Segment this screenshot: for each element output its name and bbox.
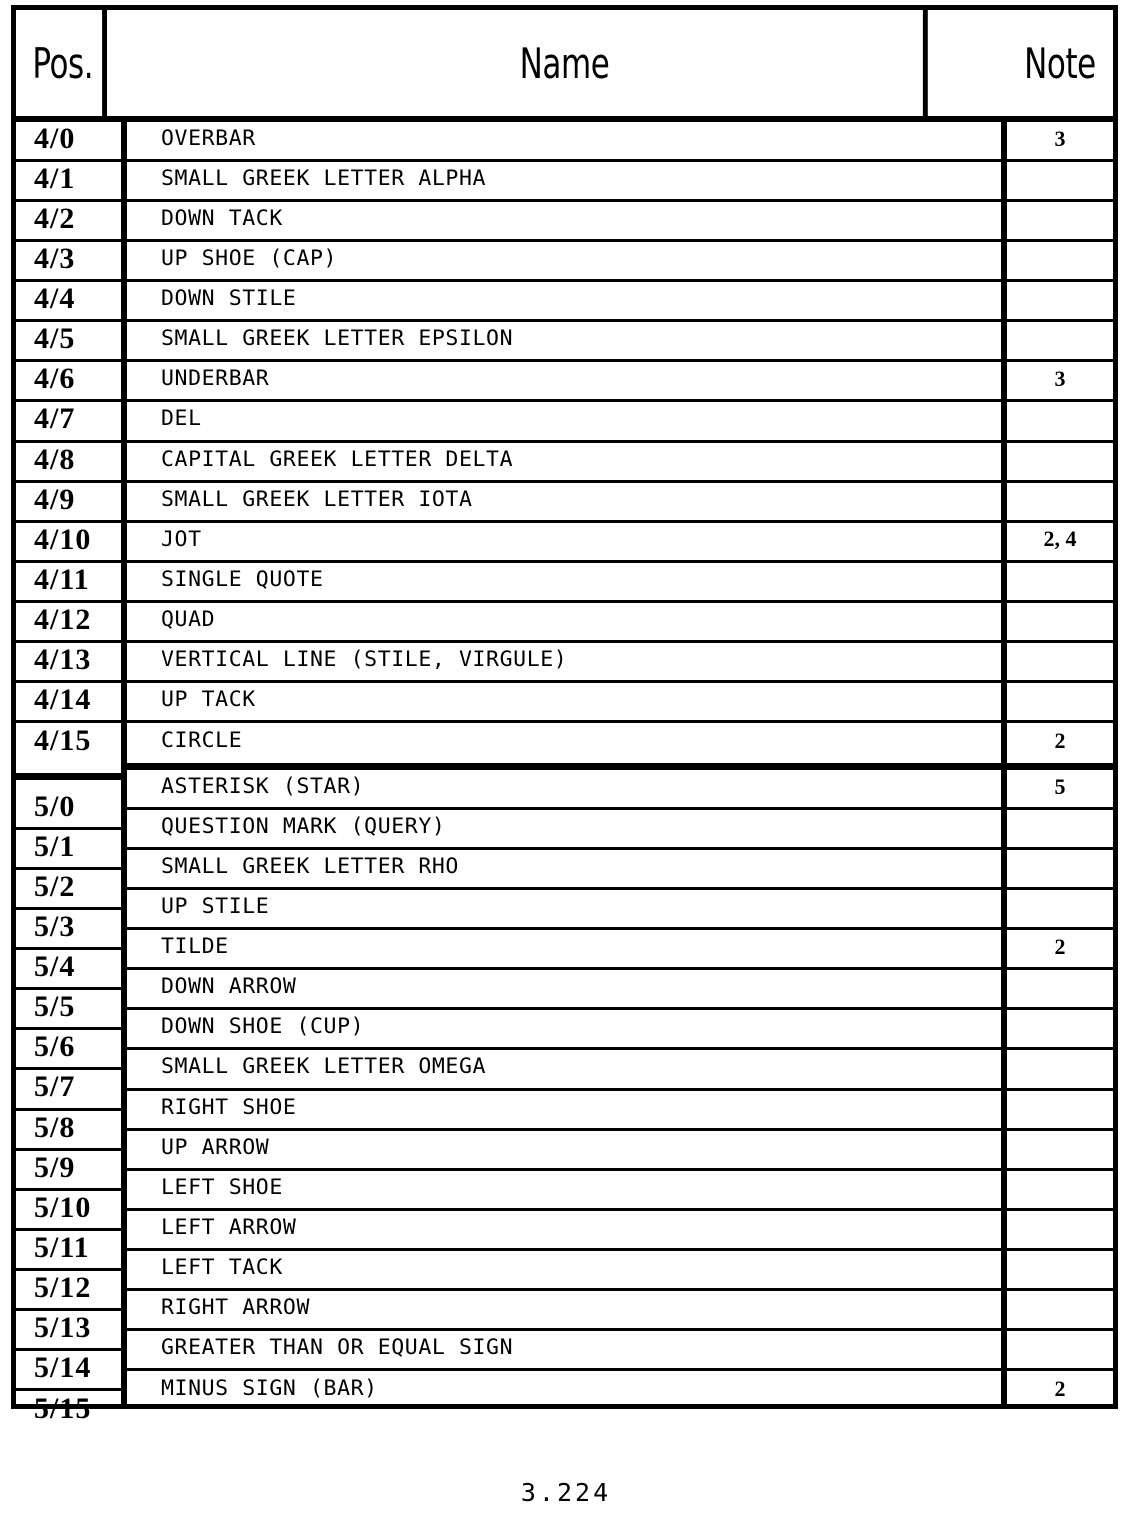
table-cell-name: LEFT ARROW xyxy=(127,1211,1001,1251)
table-cell-note: 2 xyxy=(1007,930,1113,970)
table-cell-note xyxy=(1007,1291,1113,1331)
table-cell-note xyxy=(1007,1251,1113,1291)
table-cell-pos: 5/10 xyxy=(16,1191,121,1231)
row-group xyxy=(1007,770,1113,1411)
table-cell-pos: 4/3 xyxy=(16,242,121,282)
table-cell-note xyxy=(1007,1010,1113,1050)
table-cell-name: UP STILE xyxy=(127,890,1001,930)
table-cell-pos: 5/4 xyxy=(16,950,121,990)
table-cell-note xyxy=(1007,402,1113,442)
table-cell-name: RIGHT ARROW xyxy=(127,1291,1001,1331)
table-cell-name: JOT xyxy=(127,523,1001,563)
table-cell-pos: 5/5 xyxy=(16,990,121,1030)
table-cell-note xyxy=(1007,1331,1113,1371)
page-number: 3.224 xyxy=(520,1478,612,1507)
table-cell-note xyxy=(1007,563,1113,603)
table-cell-pos: 5/15 xyxy=(34,1392,92,1426)
table-cell-pos: 5/14 xyxy=(16,1351,121,1391)
table-cell-name: UP ARROW xyxy=(127,1131,1001,1171)
table-cell-note xyxy=(1007,1171,1113,1211)
table-cell-pos: 5/1 xyxy=(16,830,121,870)
table-body xyxy=(16,122,1113,1426)
table-cell-pos: 4/12 xyxy=(16,603,121,643)
table-cell-note xyxy=(1007,1211,1113,1251)
table-cell-pos: 4/4 xyxy=(16,282,121,322)
table-cell-note xyxy=(1007,202,1113,242)
table-cell-name: LEFT SHOE xyxy=(127,1171,1001,1211)
table-cell-pos: 4/6 xyxy=(16,362,121,402)
table-cell-name: UP SHOE (CAP) xyxy=(127,242,1001,282)
table-header-row xyxy=(16,10,1113,122)
table-cell-note xyxy=(1007,643,1113,683)
column-header-note: Note xyxy=(1024,38,1096,88)
row-group xyxy=(127,122,1001,770)
table-cell-note xyxy=(1007,850,1113,890)
table-cell-name: SMALL GREEK LETTER IOTA xyxy=(127,483,1001,523)
table-cell-name: OVERBAR xyxy=(127,122,1001,162)
table-cell-note: 5 xyxy=(1007,770,1113,810)
table-cell-note: 2, 4 xyxy=(1007,523,1113,563)
character-code-table xyxy=(11,5,1118,1426)
table-cell-name: SMALL GREEK LETTER ALPHA xyxy=(127,162,1001,202)
table-cell-name: SINGLE QUOTE xyxy=(127,563,1001,603)
table-cell-name: TILDE xyxy=(127,930,1001,970)
table-cell-pos: 4/14 xyxy=(16,683,121,723)
table-cell-note xyxy=(1007,443,1113,483)
table-cell-pos: 4/15 xyxy=(34,724,92,758)
table-cell-pos: 4/13 xyxy=(16,643,121,683)
table-cell-name: SMALL GREEK LETTER EPSILON xyxy=(127,322,1001,362)
table-cell-name: MINUS SIGN (BAR) xyxy=(161,1376,378,1402)
table-cell-name: UNDERBAR xyxy=(127,362,1001,402)
table-cell-note: 2 xyxy=(1054,727,1066,753)
table-cell-note: 3 xyxy=(1007,122,1113,162)
table-cell-pos: 4/9 xyxy=(16,483,121,523)
table-cell-pos: 5/8 xyxy=(16,1111,121,1151)
table-cell-note: 3 xyxy=(1007,362,1113,402)
table-cell-pos: 5/0 xyxy=(16,790,121,830)
table-cell-pos: 5/9 xyxy=(16,1151,121,1191)
table-cell-note xyxy=(1007,810,1113,850)
table-cell-note xyxy=(1007,322,1113,362)
table-cell-name: SMALL GREEK LETTER RHO xyxy=(127,850,1001,890)
table-cell-note xyxy=(1007,890,1113,930)
table-cell-name: CIRCLE xyxy=(161,728,243,754)
table-cell-note xyxy=(1007,162,1113,202)
table-cell-note xyxy=(1007,242,1113,282)
row-group xyxy=(127,770,1001,1411)
table-cell-pos: 5/2 xyxy=(16,870,121,910)
table-cell-pos: 5/3 xyxy=(16,910,121,950)
table-cell-note xyxy=(1007,1050,1113,1090)
table-cell-note: 2 xyxy=(1054,1375,1066,1401)
table-cell-pos: 4/0 xyxy=(16,122,121,162)
note-column xyxy=(1007,122,1113,1404)
position-column xyxy=(16,122,127,1426)
table-cell-pos: 4/2 xyxy=(16,202,121,242)
table-cell-note xyxy=(1007,683,1113,723)
column-header-pos: Pos. xyxy=(16,10,107,116)
row-group xyxy=(16,122,121,780)
table-cell-pos: 5/12 xyxy=(16,1271,121,1311)
table-cell-name: DOWN ARROW xyxy=(127,970,1001,1010)
table-cell-name: SMALL GREEK LETTER OMEGA xyxy=(127,1050,1001,1090)
row-group xyxy=(1007,122,1113,770)
column-header-name: Name xyxy=(206,10,928,116)
table-cell-pos: 5/11 xyxy=(16,1231,121,1271)
table-cell-note xyxy=(1007,1131,1113,1171)
table-cell-pos: 4/8 xyxy=(16,443,121,483)
table-cell-note xyxy=(1007,483,1113,523)
table-cell-name: DEL xyxy=(127,402,1001,442)
table-cell-note xyxy=(1007,970,1113,1010)
table-cell-note xyxy=(1007,1091,1113,1131)
name-column xyxy=(127,122,1007,1404)
table-cell-name: GREATER THAN OR EQUAL SIGN xyxy=(127,1331,1001,1371)
table-cell-pos: 5/13 xyxy=(16,1311,121,1351)
table-cell-name: CAPITAL GREEK LETTER DELTA xyxy=(127,443,1001,483)
table-cell-pos: 4/10 xyxy=(16,523,121,563)
table-cell-name: DOWN STILE xyxy=(127,282,1001,322)
table-cell-pos: 5/7 xyxy=(16,1070,121,1110)
table-cell-name: RIGHT SHOE xyxy=(127,1091,1001,1131)
row-group xyxy=(16,780,121,1431)
table-cell-name: ASTERISK (STAR) xyxy=(127,770,1001,810)
table-cell-pos: 4/7 xyxy=(16,402,121,442)
table-cell-pos: 5/6 xyxy=(16,1030,121,1070)
table-cell-name: UP TACK xyxy=(127,683,1001,723)
table-cell-name: QUESTION MARK (QUERY) xyxy=(127,810,1001,850)
table-cell-note xyxy=(1007,282,1113,322)
table-cell-name: QUAD xyxy=(127,603,1001,643)
table-cell-name: DOWN TACK xyxy=(127,202,1001,242)
table-cell-pos: 4/1 xyxy=(16,162,121,202)
table-cell-pos: 4/11 xyxy=(16,563,121,603)
table-cell-note xyxy=(1007,603,1113,643)
table-cell-name: LEFT TACK xyxy=(127,1251,1001,1291)
table-cell-name: DOWN SHOE (CUP) xyxy=(127,1010,1001,1050)
table-cell-name: VERTICAL LINE (STILE, VIRGULE) xyxy=(127,643,1001,683)
table-cell-pos: 4/5 xyxy=(16,322,121,362)
